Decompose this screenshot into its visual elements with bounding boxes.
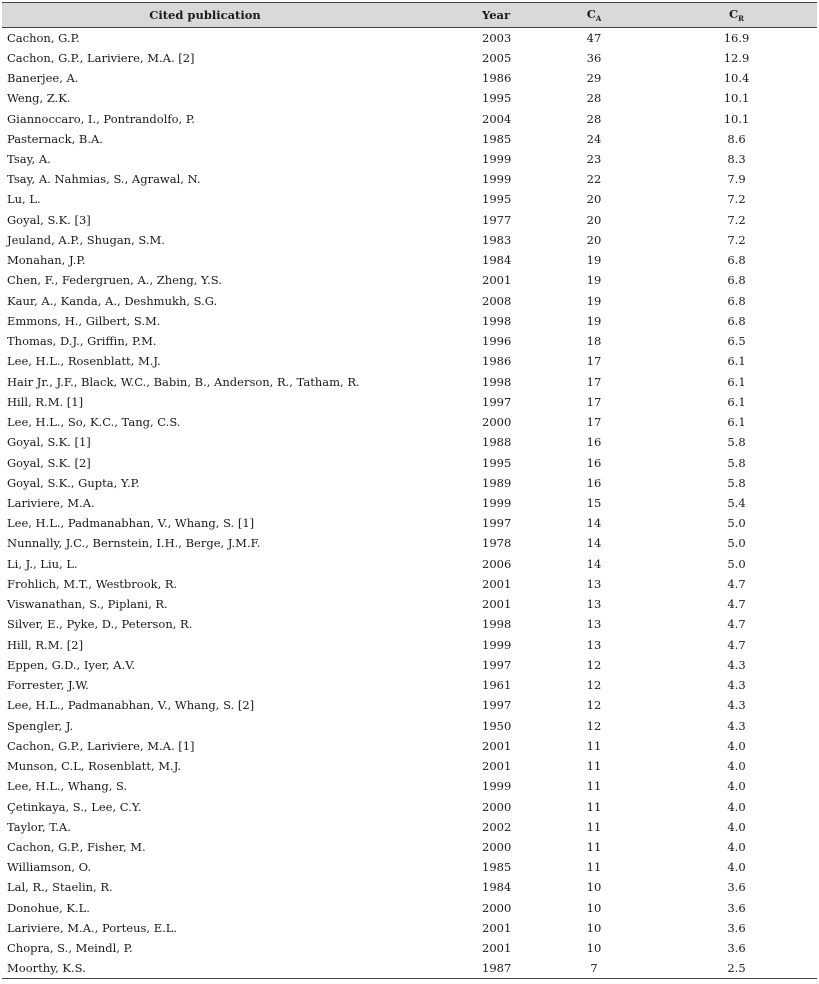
cell-cr: 7.2 (727, 212, 746, 227)
cell-cr: 4.0 (727, 819, 746, 834)
cell-publication: Taylor, T.A. (7, 819, 71, 834)
table-row (2, 210, 817, 230)
cell-ca: 19 (586, 273, 602, 288)
cell-year: 1987 (482, 961, 512, 976)
cell-publication: Chopra, S., Meindl, P. (7, 941, 133, 956)
cell-cr: 5.8 (727, 475, 746, 490)
cell-ca: 20 (586, 212, 602, 227)
cell-ca: 11 (586, 799, 602, 814)
table-row (2, 108, 817, 128)
table-row (2, 635, 817, 655)
table-body (2, 28, 817, 979)
cell-publication: Li, J., Liu, L. (7, 556, 78, 571)
header-ca: $C_A$ (586, 7, 602, 23)
cell-cr: 6.1 (727, 374, 746, 389)
cell-cr: 4.3 (727, 657, 746, 672)
cell-year: 2001 (482, 759, 512, 774)
cell-publication: Tsay, A. Nahmias, S., Agrawal, N. (7, 172, 201, 187)
cell-cr: 4.0 (727, 779, 746, 794)
table-row (2, 898, 817, 918)
table-row (2, 493, 817, 513)
cell-ca: 19 (586, 313, 602, 328)
cell-cr: 3.6 (727, 880, 746, 895)
cell-publication: Viswanathan, S., Piplani, R. (7, 597, 168, 612)
cell-publication: Lee, H.L., So, K.C., Tang, C.S. (7, 415, 181, 430)
cell-publication: Lu, L. (7, 192, 41, 207)
table-row (2, 715, 817, 735)
cell-cr: 7.2 (727, 192, 746, 207)
table-row (2, 796, 817, 816)
cell-publication: Cachon, G.P., Lariviere, M.A. [1] (7, 738, 195, 753)
cell-publication: Giannoccaro, I., Pontrandolfo, P. (7, 111, 195, 126)
cell-cr: 4.0 (727, 860, 746, 875)
cell-cr: 10.4 (723, 71, 750, 86)
cell-ca: 22 (586, 172, 602, 187)
cell-publication: Banerjee, A. (7, 71, 79, 86)
header-cr: $C_R$ (729, 7, 744, 23)
cell-year: 1998 (482, 313, 512, 328)
citation-table-container (2, 2, 817, 979)
table-row (2, 129, 817, 149)
cell-cr: 5.4 (727, 496, 746, 510)
cell-year: 1999 (482, 779, 512, 794)
cell-ca: 11 (586, 839, 602, 854)
cell-publication: Lee, H.L., Whang, S. (7, 779, 128, 794)
cell-cr: 4.0 (727, 759, 746, 774)
header-year: Year (482, 8, 511, 22)
cell-cr: 10.1 (723, 91, 750, 106)
table-row (2, 695, 817, 715)
cell-ca: 13 (586, 617, 602, 632)
cell-year: 1984 (482, 253, 512, 268)
cell-cr: 7.2 (727, 232, 746, 247)
table-row (2, 574, 817, 594)
table-row (2, 169, 817, 189)
cell-ca: 17 (586, 415, 602, 430)
cell-ca: 12 (586, 657, 602, 672)
cell-year: 2001 (482, 738, 512, 753)
cell-ca: 24 (586, 131, 602, 146)
cell-cr: 3.6 (727, 941, 746, 956)
table-row (2, 554, 817, 574)
cell-ca: 29 (586, 71, 602, 86)
citation-table (2, 2, 817, 979)
cell-year: 1950 (482, 718, 512, 733)
cell-year: 1986 (482, 354, 512, 369)
cell-cr: 12.9 (723, 50, 750, 65)
cell-cr: 4.3 (727, 678, 746, 693)
cell-year: 1996 (482, 334, 512, 349)
table-row (2, 877, 817, 897)
cell-year: 2000 (482, 799, 512, 814)
cell-cr: 6.1 (727, 415, 746, 430)
cell-publication: Cachon, G.P., Lariviere, M.A. [2] (7, 50, 195, 65)
cell-ca: 17 (586, 354, 602, 369)
cell-publication: Chen, F., Federgruen, A., Zheng, Y.S. (7, 273, 222, 288)
table-row (2, 351, 817, 371)
table-row (2, 311, 817, 331)
cell-cr: 6.8 (727, 273, 746, 288)
cell-cr: 8.3 (727, 152, 746, 167)
cell-year: 1961 (482, 678, 512, 693)
cell-cr: 4.3 (727, 718, 746, 733)
cell-year: 2006 (482, 556, 512, 571)
cell-ca: 11 (586, 738, 602, 753)
cell-ca: 10 (586, 900, 602, 915)
cell-ca: 28 (586, 91, 602, 106)
cell-ca: 20 (586, 232, 602, 247)
cell-publication: Pasternack, B.A. (7, 131, 103, 146)
cell-year: 1985 (482, 860, 512, 875)
table-row (2, 675, 817, 695)
table-row (2, 48, 817, 68)
cell-year: 1997 (482, 698, 512, 713)
cell-ca: 19 (586, 253, 602, 268)
cell-cr: 5.0 (727, 556, 746, 571)
cell-year: 2008 (482, 293, 512, 308)
cell-publication: Spengler, J. (7, 718, 74, 733)
table-row (2, 88, 817, 108)
cell-ca: 16 (586, 475, 602, 490)
table-row (2, 270, 817, 290)
cell-cr: 6.1 (727, 394, 746, 409)
cell-ca: 15 (586, 496, 602, 510)
cell-publication: Lal, R., Staelin, R. (7, 880, 113, 895)
cell-publication: Nunnally, J.C., Bernstein, I.H., Berge, J.M.F. (7, 536, 261, 551)
table-row (2, 736, 817, 756)
cell-year: 1999 (482, 637, 512, 652)
cell-ca: 28 (586, 111, 602, 126)
cell-year: 1978 (482, 536, 512, 551)
cell-ca: 17 (586, 394, 602, 409)
table-row (2, 776, 817, 796)
cell-cr: 2.5 (727, 961, 746, 976)
table-row (2, 250, 817, 270)
table-row (2, 756, 817, 776)
cell-cr: 3.6 (727, 920, 746, 935)
cell-cr: 6.1 (727, 354, 746, 369)
cell-cr: 4.7 (727, 597, 746, 612)
cell-publication: Thomas, D.J., Griffin, P.M. (7, 334, 157, 349)
table-row (2, 230, 817, 250)
cell-cr: 4.7 (727, 617, 746, 632)
cell-publication: Tsay, A. (7, 152, 51, 167)
cell-ca: 10 (586, 941, 602, 956)
cell-cr: 6.5 (727, 334, 746, 349)
cell-cr: 6.8 (727, 313, 746, 328)
cell-year: 1995 (482, 455, 512, 470)
cell-ca: 12 (586, 718, 602, 733)
table-row (2, 655, 817, 675)
cell-year: 1989 (482, 475, 512, 490)
cell-cr: 5.0 (727, 536, 746, 551)
cell-publication: Goyal, S.K. [1] (7, 435, 91, 450)
cell-cr: 4.7 (727, 637, 746, 652)
cell-ca: 13 (586, 576, 602, 591)
cell-ca: 20 (586, 192, 602, 207)
cell-publication: Hill, R.M. [2] (7, 637, 84, 652)
cell-publication: Silver, E., Pyke, D., Peterson, R. (7, 617, 193, 632)
cell-ca: 14 (586, 516, 602, 531)
cell-year: 2004 (482, 111, 512, 126)
cell-year: 2001 (482, 597, 512, 612)
cell-publication: Goyal, S.K., Gupta, Y.P. (7, 475, 140, 490)
cell-publication: Williamson, O. (7, 860, 92, 875)
cell-publication: Goyal, S.K. [3] (7, 212, 91, 227)
cell-publication: Frohlich, M.T., Westbrook, R. (7, 576, 178, 591)
cell-year: 1995 (482, 91, 512, 106)
cell-year: 1999 (482, 152, 512, 167)
cell-ca: 18 (586, 334, 602, 349)
cell-ca: 13 (586, 597, 602, 612)
table-row (2, 432, 817, 452)
cell-year: 2000 (482, 415, 512, 430)
cell-cr: 4.0 (727, 738, 746, 753)
cell-cr: 5.8 (727, 435, 746, 450)
cell-cr: 16.9 (723, 30, 750, 45)
table-row (2, 857, 817, 877)
table-row (2, 331, 817, 351)
table-row (2, 412, 817, 432)
cell-publication: Hair Jr., J.F., Black, W.C., Babin, B., Anderson, R., Tatham, R. (7, 374, 360, 389)
cell-year: 1986 (482, 71, 512, 86)
cell-year: 2003 (482, 30, 512, 45)
cell-cr: 5.8 (727, 455, 746, 470)
cell-ca: 16 (586, 435, 602, 450)
cell-year: 1995 (482, 192, 512, 207)
cell-publication: Lee, H.L., Rosenblatt, M.J. (7, 354, 161, 369)
cell-ca: 23 (586, 152, 602, 167)
cell-publication: Çetinkaya, S., Lee, C.Y. (7, 799, 142, 814)
cell-publication: Moorthy, K.S. (7, 961, 86, 976)
cell-year: 2001 (482, 920, 512, 935)
cell-ca: 10 (586, 920, 602, 935)
cell-ca: 14 (586, 536, 602, 551)
header-cited-publication: Cited publication (149, 8, 261, 22)
cell-year: 1983 (482, 232, 512, 247)
cell-year: 2001 (482, 273, 512, 288)
cell-ca: 11 (586, 819, 602, 834)
cell-year: 2000 (482, 900, 512, 915)
cell-ca: 14 (586, 556, 602, 571)
cell-cr: 3.6 (727, 900, 746, 915)
cell-cr: 4.0 (727, 799, 746, 814)
cell-year: 1977 (482, 212, 512, 227)
cell-year: 2002 (482, 819, 512, 834)
cell-ca: 11 (586, 779, 602, 794)
cell-year: 1997 (482, 657, 512, 672)
table-row (2, 452, 817, 472)
table-row (2, 473, 817, 493)
table-row (2, 918, 817, 938)
cell-year: 1997 (482, 394, 512, 409)
table-row (2, 614, 817, 634)
cell-ca: 10 (586, 880, 602, 895)
cell-publication: Cachon, G.P., Fisher, M. (7, 839, 146, 854)
table-row (2, 392, 817, 412)
table-row (2, 513, 817, 533)
cell-publication: Emmons, H., Gilbert, S.M. (7, 313, 161, 328)
cell-cr: 6.8 (727, 293, 746, 308)
cell-ca: 17 (586, 374, 602, 389)
cell-year: 1984 (482, 880, 512, 895)
table-row (2, 371, 817, 391)
cell-publication: Eppen, G.D., Iyer, A.V. (7, 657, 136, 672)
cell-year: 1999 (482, 172, 512, 187)
cell-ca: 7 (590, 961, 598, 976)
cell-publication: Lee, H.L., Padmanabhan, V., Whang, S. [1] (7, 516, 255, 531)
cell-ca: 11 (586, 860, 602, 875)
cell-publication: Donohue, K.L. (7, 900, 90, 915)
cell-publication: Goyal, S.K. [2] (7, 455, 91, 470)
cell-publication: Cachon, G.P. (7, 30, 80, 45)
table-row (2, 958, 817, 978)
cell-ca: 12 (586, 698, 602, 713)
cell-year: 1988 (482, 435, 512, 450)
table-row (2, 68, 817, 88)
table-row (2, 533, 817, 553)
cell-publication: Monahan, J.P. (7, 253, 86, 268)
cell-year: 1999 (482, 496, 512, 510)
cell-ca: 12 (586, 678, 602, 693)
table-row (2, 291, 817, 311)
cell-ca: 19 (586, 293, 602, 308)
table-row (2, 189, 817, 209)
table-row (2, 938, 817, 958)
cell-publication: Kaur, A., Kanda, A., Deshmukh, S.G. (7, 293, 218, 308)
cell-publication: Munson, C.L, Rosenblatt, M.J. (7, 759, 182, 774)
cell-publication: Weng, Z.K. (7, 91, 71, 106)
cell-year: 2001 (482, 941, 512, 956)
table-header-row (2, 3, 817, 28)
cell-ca: 36 (586, 50, 602, 65)
table-row (2, 149, 817, 169)
table-row (2, 28, 817, 48)
cell-year: 1998 (482, 374, 512, 389)
cell-publication: Lee, H.L., Padmanabhan, V., Whang, S. [2] (7, 698, 255, 713)
cell-cr: 10.1 (723, 111, 750, 126)
cell-cr: 5.0 (727, 516, 746, 531)
cell-publication: Forrester, J.W. (7, 678, 89, 693)
cell-publication: Lariviere, M.A., Porteus, E.L. (7, 920, 178, 935)
cell-cr: 4.3 (727, 698, 746, 713)
cell-ca: 47 (586, 30, 602, 45)
cell-year: 2005 (482, 50, 512, 65)
cell-year: 1997 (482, 516, 512, 531)
cell-cr: 4.0 (727, 839, 746, 854)
cell-year: 1998 (482, 617, 512, 632)
table-row (2, 594, 817, 614)
cell-cr: 7.9 (727, 172, 746, 187)
cell-cr: 4.7 (727, 576, 746, 591)
cell-publication: Lariviere, M.A. (7, 496, 95, 510)
cell-ca: 16 (586, 455, 602, 470)
table-row (2, 817, 817, 837)
table-row (2, 837, 817, 857)
cell-publication: Jeuland, A.P., Shugan, S.M. (7, 232, 165, 247)
cell-cr: 6.8 (727, 253, 746, 268)
cell-cr: 8.6 (727, 131, 746, 146)
cell-year: 2000 (482, 839, 512, 854)
cell-year: 2001 (482, 576, 512, 591)
cell-publication: Hill, R.M. [1] (7, 394, 84, 409)
cell-ca: 13 (586, 637, 602, 652)
cell-year: 1985 (482, 131, 512, 146)
cell-ca: 11 (586, 759, 602, 774)
